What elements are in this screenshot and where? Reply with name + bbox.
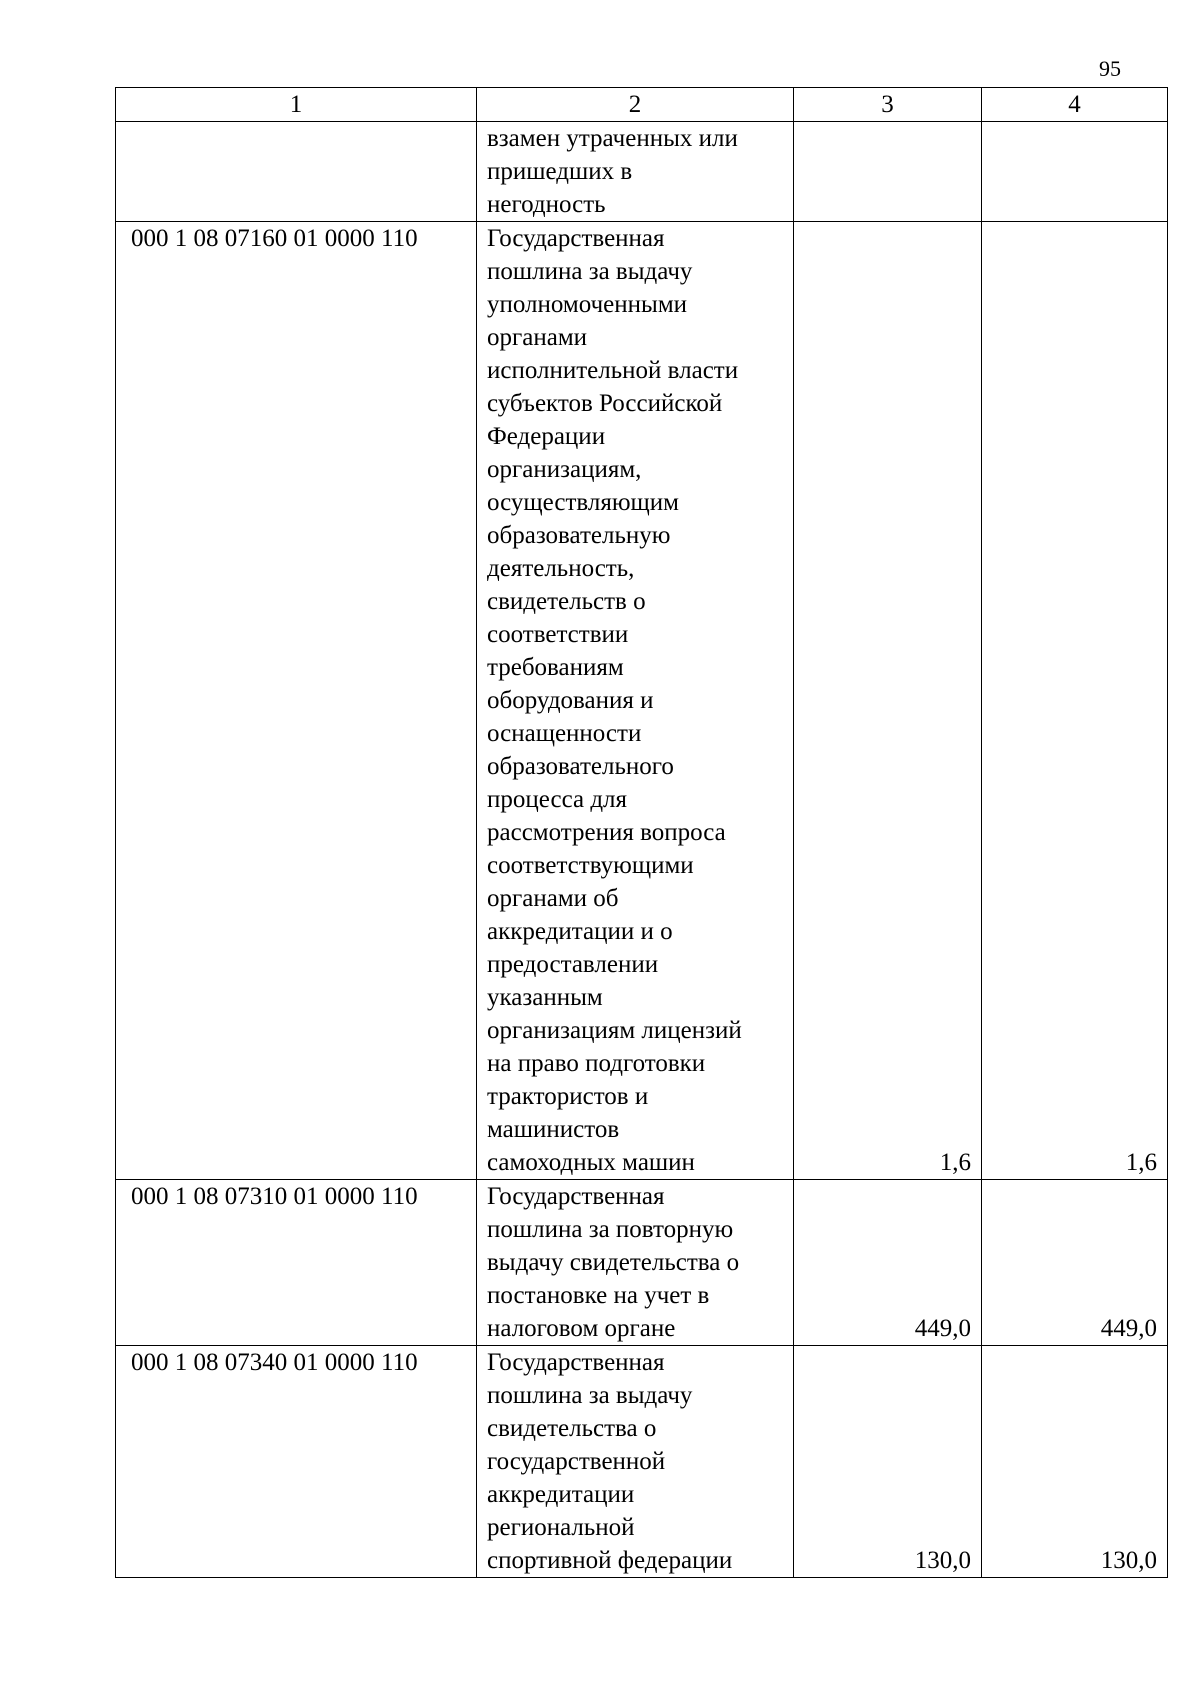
budget-table — [115, 87, 1168, 1578]
description-line: самоходных машин — [487, 1149, 695, 1176]
amount-col3-cell: 1,6 — [794, 222, 982, 1180]
table-row — [116, 1180, 1168, 1346]
description-line: постановке на учет в — [487, 1282, 710, 1309]
description-line: образовательного — [487, 753, 674, 780]
description-line: предоставлении — [487, 951, 659, 978]
budget-code-cell — [116, 122, 477, 222]
description-line: пошлина за повторную — [487, 1216, 734, 1243]
table-row — [116, 1346, 1168, 1578]
description-line: деятельность, — [487, 555, 635, 582]
description-line: исполнительной власти — [487, 357, 739, 384]
amount-col4-cell: 449,0 — [982, 1180, 1168, 1346]
description-line: Государственная — [487, 1183, 665, 1210]
description-line: рассмотрения вопроса — [487, 819, 726, 846]
description-line: аккредитации и о — [487, 918, 673, 945]
description-cell — [477, 1180, 794, 1346]
description-line: спортивной федерации — [487, 1547, 733, 1574]
description-line: требованиям — [487, 654, 624, 681]
description-line: соответствующими — [487, 852, 694, 879]
budget-code-cell: 000 1 08 07310 01 0000 110 — [116, 1180, 477, 1346]
description-line: трактористов и — [487, 1083, 649, 1110]
description-line: пришедших в — [487, 158, 633, 185]
description-line: взамен утраченных или — [487, 125, 738, 152]
amount-col3-cell: 449,0 — [794, 1180, 982, 1346]
amount-col4-cell — [982, 122, 1168, 222]
description-line: Федерации — [487, 423, 606, 450]
description-line: органами об — [487, 885, 619, 912]
budget-code-cell: 000 1 08 07340 01 0000 110 — [116, 1346, 477, 1578]
description-line: субъектов Российской — [487, 390, 723, 417]
description-line: процесса для — [487, 786, 628, 813]
table-row — [116, 122, 1168, 222]
budget-code-cell: 000 1 08 07160 01 0000 110 — [116, 222, 477, 1180]
description-line: осуществляющим — [487, 489, 679, 516]
description-line: свидетельств о — [487, 588, 646, 615]
description-line: соответствии — [487, 621, 629, 648]
description-line: организациям лицензий — [487, 1017, 742, 1044]
description-line: свидетельства о — [487, 1415, 657, 1442]
description-line: государственной — [487, 1448, 666, 1475]
page-number: 95 — [1099, 56, 1121, 81]
column-header-1: 1 — [116, 88, 477, 122]
description-line: машинистов — [487, 1116, 620, 1143]
description-line: Государственная — [487, 1349, 665, 1376]
table-row — [116, 222, 1168, 1180]
description-line: оборудования и — [487, 687, 654, 714]
description-line: организациям, — [487, 456, 642, 483]
amount-col3-cell — [794, 122, 982, 222]
description-line: образовательную — [487, 522, 671, 549]
description-line: региональной — [487, 1514, 635, 1541]
description-line: аккредитации — [487, 1481, 635, 1508]
description-line: на право подготовки — [487, 1050, 706, 1077]
column-header-2: 2 — [477, 88, 794, 122]
description-line: налоговом органе — [487, 1315, 676, 1342]
table-header-row — [116, 88, 1168, 122]
description-line: негодность — [487, 191, 606, 218]
description-line: органами — [487, 324, 588, 351]
description-line: указанным — [487, 984, 603, 1011]
description-line: пошлина за выдачу — [487, 258, 693, 285]
description-cell — [477, 1346, 794, 1578]
column-header-3: 3 — [794, 88, 982, 122]
description-cell — [477, 122, 794, 222]
amount-col4-cell: 1,6 — [982, 222, 1168, 1180]
amount-col4-cell: 130,0 — [982, 1346, 1168, 1578]
description-cell — [477, 222, 794, 1180]
amount-col3-cell: 130,0 — [794, 1346, 982, 1578]
description-line: пошлина за выдачу — [487, 1382, 693, 1409]
column-header-4: 4 — [982, 88, 1168, 122]
description-line: Государственная — [487, 225, 665, 252]
description-line: оснащенности — [487, 720, 642, 747]
table-body — [116, 88, 1168, 1578]
description-line: уполномоченными — [487, 291, 688, 318]
description-line: выдачу свидетельства о — [487, 1249, 740, 1276]
